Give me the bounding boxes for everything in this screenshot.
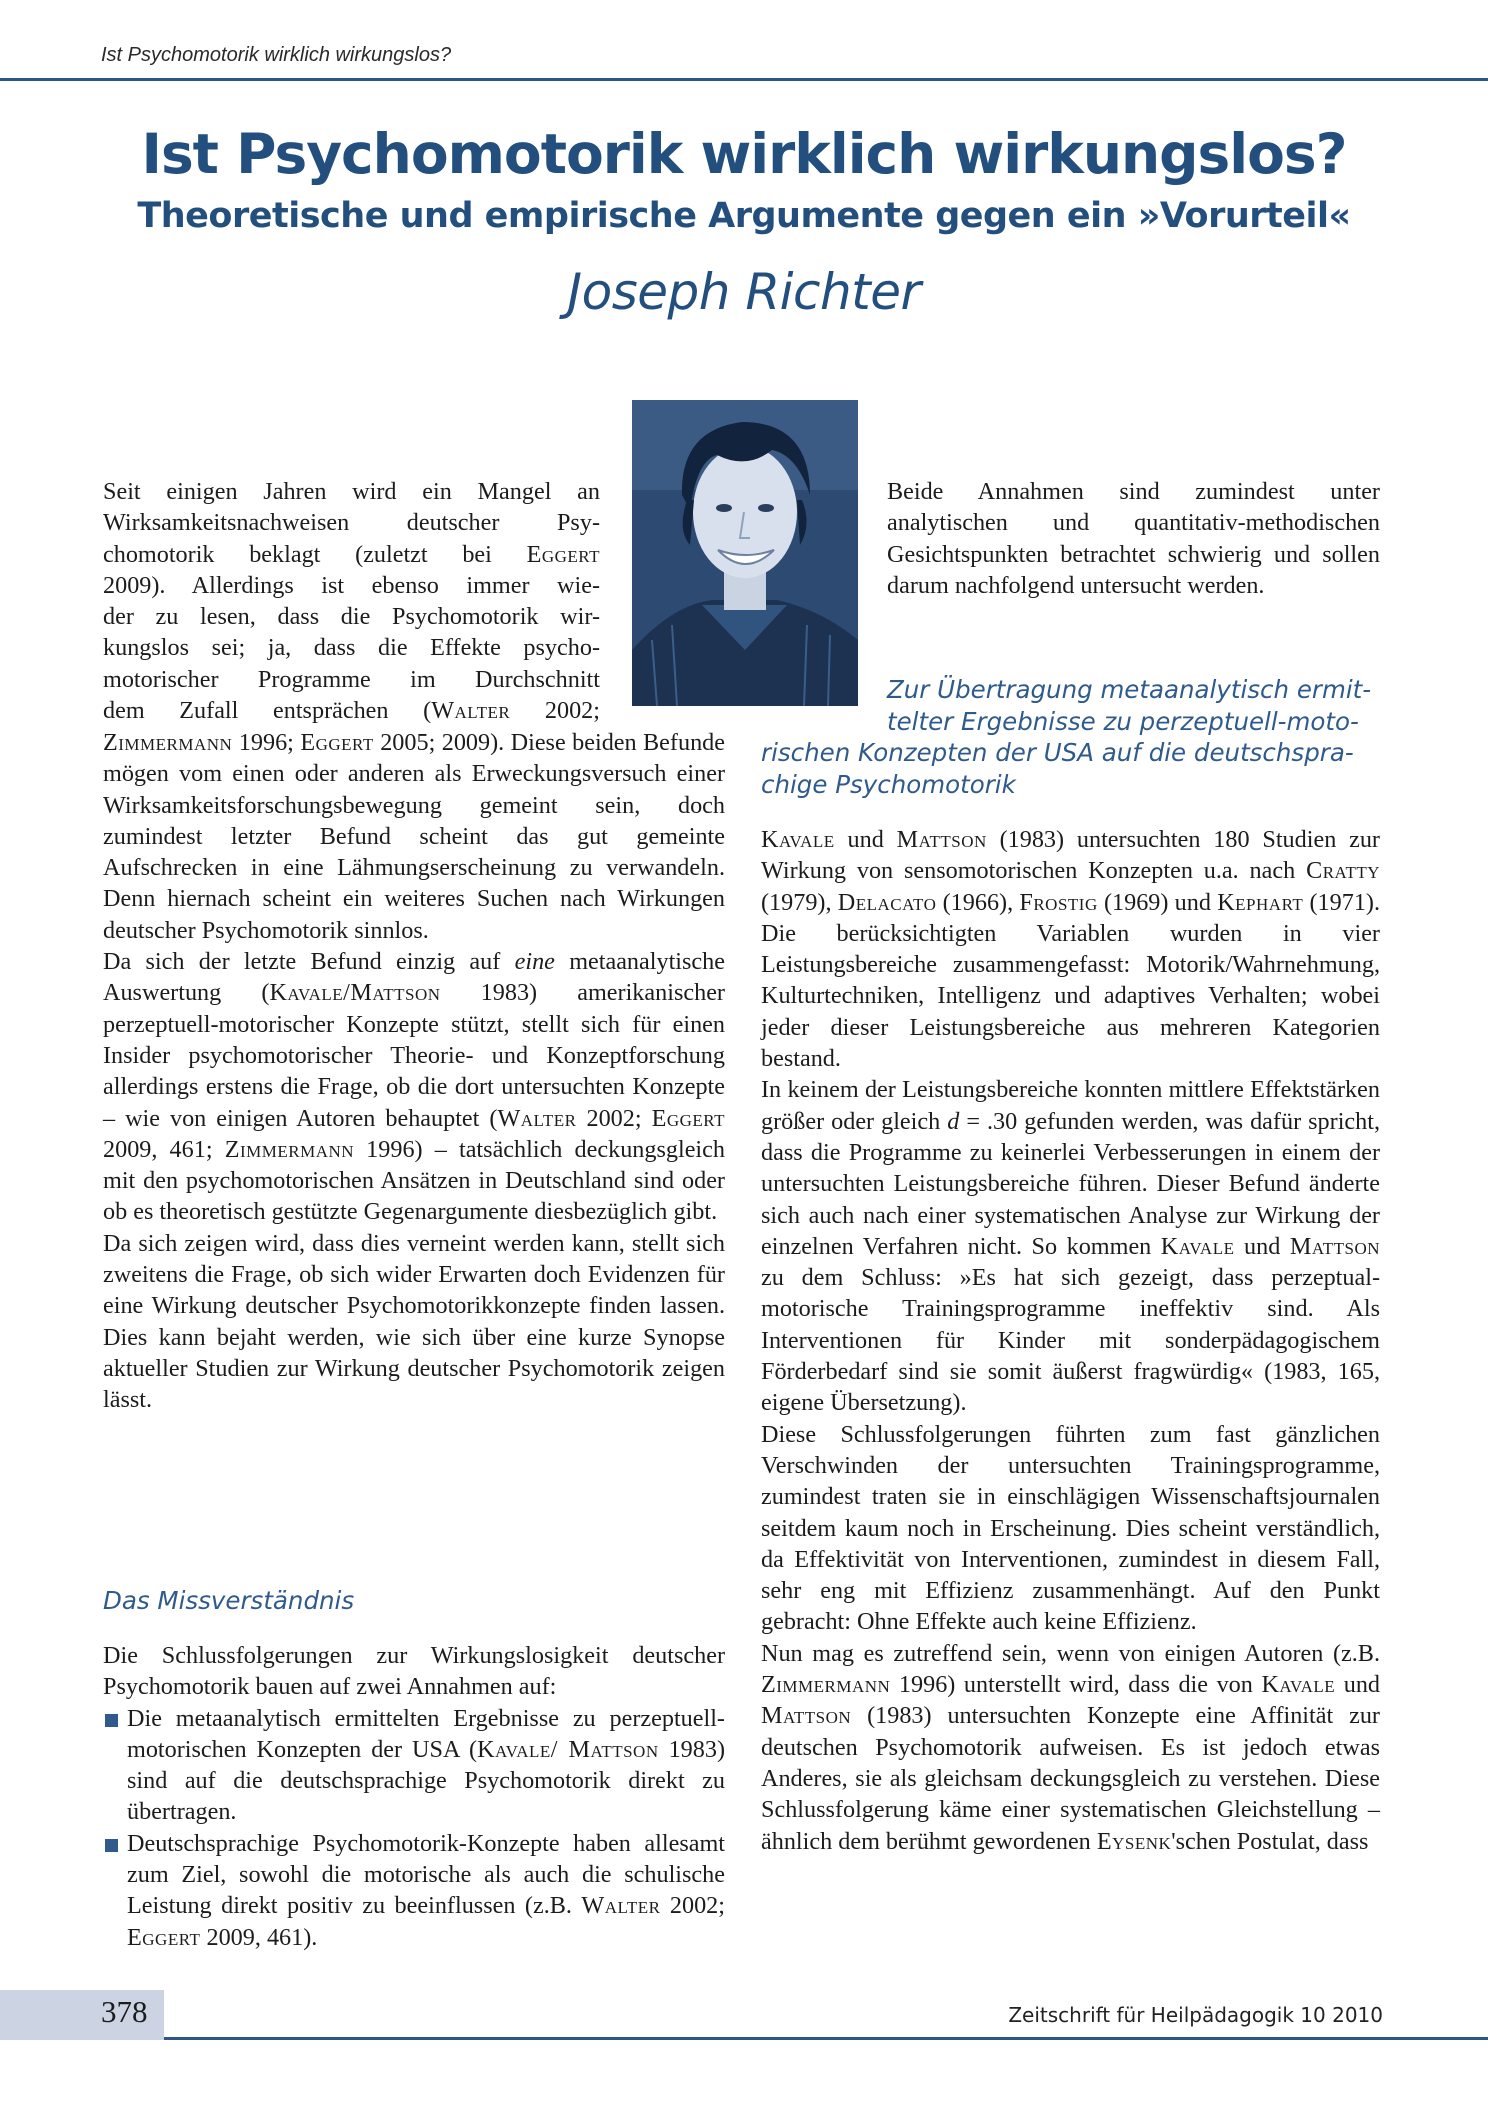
emphasis: eine <box>514 948 555 976</box>
author-ref: Cratty <box>1306 857 1380 885</box>
text: und <box>1234 1232 1290 1260</box>
article-subtitle: Theoretische und empirische Argumente gegen ein »Vorurteil« <box>137 196 1351 236</box>
text: 'schen Postulat, dass <box>1171 1827 1369 1855</box>
text: (1983) untersuchten 180 Studien zur Wirkung von sensomotorischen Konzepten u.a. nach <box>761 826 1380 885</box>
intro-line: kungslos sei; ja, dass die Effekte psycho- <box>103 634 600 662</box>
article-author: Joseph Richter <box>567 263 921 321</box>
text: 1996; <box>232 729 301 756</box>
author-ref: Zimmermann <box>103 729 233 756</box>
article-title: Ist Psychomotorik wirklich wirkungslos? <box>141 122 1347 186</box>
intro-text: dem Zufall entsprächen ( <box>103 697 432 725</box>
paragraph: Die Schlussfolgerungen zur Wirkungslosigkeit deutscher Psychomotorik bauen auf zwei Annahmen auf: <box>103 1642 725 1701</box>
text: 2002; <box>660 1892 725 1920</box>
intro-line: motorischer Programme im Durchschnitt <box>103 665 600 693</box>
journal-name: Zeitschrift für Heilpädagogik 10 2010 <box>1008 2003 1383 2027</box>
text: 2005; 2009). Diese beiden Befunde mögen vom einen oder anderen als Erweckungsversuch einer Wirksamkeitsforschungsbewegung gemeint sein, doch zumindest letzter Befund scheint das gut gemeinte Aufschrecken in eine Lähmungserscheinung zu verwandeln. Denn hiernach scheint ein weiteres Suchen nach Wirkungen deutscher Psychomotorik sinnlos. <box>103 729 725 944</box>
author-ref: Eysenk <box>1096 1827 1172 1855</box>
paragraph <box>103 727 725 946</box>
text: metaanalytische Auswertung ( <box>103 948 725 1007</box>
text: Die metaanalytisch ermittelten Ergebnisse zu perzeptuell-motorischen Konzepten der USA ( <box>127 1704 725 1763</box>
text: Nun mag es zutreffend sein, wenn von einigen Autoren (z.B. <box>761 1639 1380 1667</box>
text: (1979), <box>761 888 838 916</box>
author-ref: Kavale <box>1261 1671 1336 1699</box>
author-ref: Kavale <box>761 826 835 853</box>
author-ref: Kavale <box>1160 1232 1235 1260</box>
text: = .30 gefunden werden, was dafür spricht, dass die Programme zu keinerlei Verbesserungen in einem der untersuchten Leistungsbereiche führen. Dieser Befund änderte sich auch nach einer systematischen Analyse zur Wirkung der einzelnen Verfahren nicht. So kommen <box>761 1107 1381 1260</box>
bullet-item <box>103 1828 725 1953</box>
header-rule <box>0 78 1488 81</box>
intro-line: 2009). Allerdings ist ebenso immer wie- <box>103 571 600 599</box>
text: 2002; <box>576 1104 652 1132</box>
text: In keinem der Leistungsbereiche konnten mittlere Effektstärken größer oder gleich <box>761 1076 1380 1135</box>
author-ref: Eggert <box>127 1923 201 1951</box>
author-ref: Walter <box>581 1892 661 1920</box>
right-column-intro <box>887 476 1380 601</box>
text: 2009, 461; <box>103 1135 225 1163</box>
author-ref: Walter <box>497 1104 577 1132</box>
heading-line: telter Ergebnisse zu perzeptuell-moto- <box>887 706 1359 736</box>
paragraph: Beide Annahmen sind zumindest unter analytischen und quantitativ-methodischen Gesichtspunkten betrachtet schwierig und sollen darum nachfolgend untersucht werden. <box>887 478 1380 599</box>
text: (1969) und <box>1097 888 1218 916</box>
text: und <box>1335 1671 1381 1699</box>
left-column-section <box>103 1640 725 1953</box>
text: Deutschsprachige Psychomotorik-Konzepte haben allesamt zum Ziel, sowohl die motorische als auch die schulische Leistung direkt positiv zu beeinflussen (z.B. <box>127 1829 725 1920</box>
author-ref: Mattson <box>761 1702 852 1730</box>
intro-line <box>103 695 600 726</box>
intro-line: Wirksamkeitsnachweisen deutscher Psy- <box>103 509 600 537</box>
paragraph <box>761 1074 1380 1418</box>
author-ref: Zimmermann <box>761 1671 891 1699</box>
right-column <box>761 824 1380 1857</box>
paragraph <box>103 946 725 1228</box>
text: 1996) unterstellt wird, dass die von <box>890 1671 1262 1699</box>
heading-line: rischen Konzepten der USA auf die deutschspra- <box>761 738 1354 767</box>
text: zu dem Schluss: »Es hat sich gezeigt, dass perzeptual-motorische Trainingsprogramme ineffektiv sind. Als Interventionen für Kinder mit sonderpädagogischem Förderbedarf sind sie somit äußerst fragwürdig« (1983, 165, eigene Übersetzung). <box>761 1264 1380 1417</box>
author-ref: Zimmermann <box>224 1135 355 1163</box>
intro-line: Seit einigen Jahren wird ein Mangel an <box>103 478 600 505</box>
heading-line: chige Psychomotorik <box>761 769 1016 799</box>
paragraph: Da sich zeigen wird, dass dies verneint werden kann, stellt sich zweitens die Frage, ob sich wider Erwarten doch Evidenzen für eine Wirkung deutscher Psychomotorikkonzepte finden lassen. Dies kann bejaht werden, wie sich über eine kurze Synopse aktueller Studien zur Wirkung deutscher Psychomotorik zeigen lässt. <box>103 1229 725 1414</box>
running-head: Ist Psychomotorik wirklich wirkungslos? <box>101 44 452 66</box>
author-ref: Kavale/Mattson <box>269 979 441 1007</box>
text: (1966), <box>936 888 1020 916</box>
text: 1983) amerikanischer perzeptuell-motorischer Konzepte stützt, stellt sich für einen Insider psychomotorischer Theorie- und Konzeptforschung allerdings erstens die Frage, ob die dort untersuchten Konzepte – wie von einigen Autoren behauptet ( <box>103 979 725 1132</box>
author-ref: Frostig <box>1019 888 1098 916</box>
author-ref: Eggert <box>526 540 600 568</box>
text: Da sich der letzte Befund einzig auf <box>103 948 515 976</box>
page-number: 378 <box>101 1994 148 2029</box>
author-ref: Mattson <box>1289 1232 1381 1260</box>
paragraph <box>761 1638 1380 1857</box>
text: (1983) untersuchten Konzepte eine Affinität zur deutschen Psychomotorik aufweisen. Es ist jedoch etwas Anderes, sie als gleichsam deckungsgleich zu verstehen. Diese Schlussfolgerung käme einer systematischen Gleichstellung – ähnlich dem berühmt gewordenen <box>761 1702 1380 1855</box>
author-ref: Eggert <box>300 729 374 756</box>
intro-line: der zu lesen, dass die Psychomotorik wir- <box>103 603 600 631</box>
paragraph: Diese Schlussfolgerungen führten zum fast gänzlichen Verschwinden der untersuchten Trainingsprogramme, zumindest traten sie in einschlägigen Wissenschaftsjournalen seitdem kaum noch in Erscheinung. Dies scheint verständlich, da Effektivität von Interventionen, zumindest in diesem Fall, sehr eng mit Effizienz zusammenhängt. Auf den Punkt gebracht: Ohne Effekte auch keine Effizienz. <box>761 1420 1380 1636</box>
author-ref: Kavale/ Mattson <box>477 1735 659 1763</box>
text: und <box>834 826 897 853</box>
author-ref: Eggert <box>651 1104 725 1132</box>
text: 1996) – tatsächlich deckungsgleich mit den psychomotorischen Ansätzen in Deutschland sind oder ob es theoretisch gestützte Gegenargumente diesbezüglich gibt. <box>103 1135 725 1226</box>
variable: d <box>947 1107 960 1135</box>
intro-text: 2002; <box>544 697 600 725</box>
author-ref: Walter <box>431 697 511 725</box>
author-portrait-image <box>632 400 858 706</box>
bullet-item <box>103 1703 725 1828</box>
left-column-intro <box>103 476 600 726</box>
heading-line: Zur Übertragung metaanalytisch ermit- <box>887 675 1372 704</box>
paragraph <box>761 824 1380 1074</box>
author-ref: Delacato <box>837 888 937 916</box>
author-ref: Mattson <box>896 826 987 853</box>
section-heading <box>761 674 1401 800</box>
intro-line <box>103 539 600 570</box>
section-heading: Das Missverständnis <box>103 1586 355 1615</box>
author-photo <box>632 400 858 706</box>
text: 2009, 461). <box>200 1923 318 1951</box>
intro-text: chomotorik beklagt (zuletzt bei <box>103 540 492 568</box>
left-column <box>103 727 725 1416</box>
footer-rule <box>164 2037 1488 2040</box>
text: 1983) sind auf die deutschsprachige Psychomotorik direkt zu übertragen. <box>127 1735 725 1826</box>
text: (1971). Die berücksichtigten Variablen wurden in vier Leistungsbereiche zusammengefasst: Motorik/Wahrnehmung, Kulturtechniken, Intelligenz und adaptives Verhalten; wobei jeder dieser Leistungsbereiche aus mehreren Kategorien bestand. <box>761 888 1381 1073</box>
author-ref: Kephart <box>1217 888 1304 916</box>
